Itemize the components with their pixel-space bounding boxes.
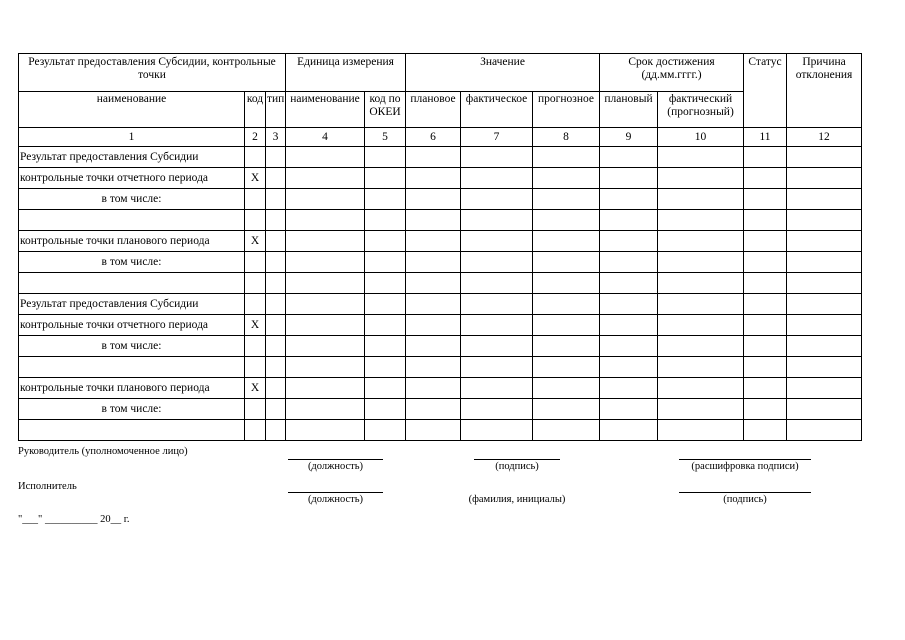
table-cell[interactable] <box>658 357 744 378</box>
table-cell[interactable] <box>266 378 286 399</box>
header-value-group: Значение <box>406 54 600 92</box>
table-cell[interactable] <box>600 420 658 441</box>
table-cell[interactable] <box>365 210 406 231</box>
table-row <box>19 231 862 252</box>
table-cell[interactable] <box>787 168 862 189</box>
table-cell[interactable] <box>787 336 862 357</box>
table-cell[interactable] <box>787 210 862 231</box>
x-mark: X <box>245 231 266 252</box>
x-mark: X <box>245 315 266 336</box>
table-cell[interactable] <box>245 336 266 357</box>
table-cell[interactable] <box>658 420 744 441</box>
head-signature-line[interactable] <box>474 459 560 460</box>
table-cell[interactable] <box>533 315 600 336</box>
header-date-planned: плановый <box>600 92 658 128</box>
header-result-group: Результат предоставления Субсидии, контрольные точки <box>19 54 286 92</box>
table-cell[interactable] <box>787 189 862 210</box>
table-cell[interactable] <box>787 399 862 420</box>
column-number: 3 <box>266 128 286 147</box>
row-label-including: в том числе: <box>19 189 245 210</box>
table-cell[interactable] <box>266 210 286 231</box>
header-forecast: прогнозное <box>533 92 600 128</box>
column-number: 5 <box>365 128 406 147</box>
table-cell[interactable] <box>600 168 658 189</box>
table-cell[interactable] <box>19 357 245 378</box>
row-label-result: Результат предоставления Субсидии <box>19 147 245 168</box>
table-cell[interactable] <box>787 357 862 378</box>
table-cell[interactable] <box>286 273 365 294</box>
table-cell[interactable] <box>406 294 461 315</box>
table-cell[interactable] <box>286 378 365 399</box>
header-row-2 <box>19 92 862 128</box>
table-cell[interactable] <box>266 273 286 294</box>
table-cell[interactable] <box>744 189 787 210</box>
table-cell[interactable] <box>744 231 787 252</box>
table-cell[interactable] <box>406 315 461 336</box>
header-code: код <box>245 92 266 128</box>
table-row <box>19 420 862 441</box>
table-row <box>19 399 862 420</box>
column-number: 10 <box>658 128 744 147</box>
table-cell[interactable] <box>658 189 744 210</box>
table-cell[interactable] <box>744 399 787 420</box>
column-number: 11 <box>744 128 787 147</box>
table-cell[interactable] <box>406 168 461 189</box>
table-row <box>19 147 862 168</box>
table-cell[interactable] <box>744 336 787 357</box>
column-number: 6 <box>406 128 461 147</box>
table-cell[interactable] <box>461 252 533 273</box>
table-cell[interactable] <box>365 399 406 420</box>
header-status: Статус <box>744 54 787 128</box>
table-cell[interactable] <box>266 231 286 252</box>
table-cell[interactable] <box>286 357 365 378</box>
table-cell[interactable] <box>600 399 658 420</box>
table-cell[interactable] <box>533 147 600 168</box>
column-number: 8 <box>533 128 600 147</box>
column-number: 9 <box>600 128 658 147</box>
row-label-including: в том числе: <box>19 399 245 420</box>
table-cell[interactable] <box>744 168 787 189</box>
table-cell[interactable] <box>266 336 286 357</box>
head-label: Руководитель (уполномоченное лицо) <box>18 446 188 457</box>
table-cell[interactable] <box>245 420 266 441</box>
table-row <box>19 168 862 189</box>
table-cell[interactable] <box>744 378 787 399</box>
row-label-plan-points: контрольные точки планового периода <box>19 378 245 399</box>
table-cell[interactable] <box>286 294 365 315</box>
table-cell[interactable] <box>600 231 658 252</box>
table-cell[interactable] <box>787 231 862 252</box>
table-cell[interactable] <box>658 399 744 420</box>
table-row <box>19 357 862 378</box>
head-decode-caption: (расшифровка подписи) <box>691 461 799 472</box>
table-cell[interactable] <box>744 147 787 168</box>
table-cell[interactable] <box>266 294 286 315</box>
table-cell[interactable] <box>406 336 461 357</box>
table-cell[interactable] <box>286 399 365 420</box>
table-cell[interactable] <box>461 168 533 189</box>
row-label-including: в том числе: <box>19 336 245 357</box>
column-number: 7 <box>461 128 533 147</box>
table-cell[interactable] <box>658 147 744 168</box>
table-cell[interactable] <box>787 147 862 168</box>
table-cell[interactable] <box>461 420 533 441</box>
table-cell[interactable] <box>658 378 744 399</box>
table-cell[interactable] <box>533 273 600 294</box>
header-unit-name: наименование <box>286 92 365 128</box>
table-cell[interactable] <box>365 273 406 294</box>
table-cell[interactable] <box>406 231 461 252</box>
table-cell[interactable] <box>406 210 461 231</box>
table-cell[interactable] <box>533 189 600 210</box>
table-cell[interactable] <box>533 252 600 273</box>
table-cell[interactable] <box>19 420 245 441</box>
table-cell[interactable] <box>266 168 286 189</box>
table-cell[interactable] <box>266 420 286 441</box>
head-decode-line[interactable] <box>679 459 811 460</box>
table-cell[interactable] <box>461 336 533 357</box>
head-position-line[interactable] <box>288 459 383 460</box>
table-cell[interactable] <box>406 273 461 294</box>
column-number: 1 <box>19 128 245 147</box>
executor-signature-line[interactable] <box>679 492 811 493</box>
header-type: тип <box>266 92 286 128</box>
table-cell[interactable] <box>787 273 862 294</box>
table-cell[interactable] <box>744 315 787 336</box>
table-cell[interactable] <box>266 147 286 168</box>
table-cell[interactable] <box>365 336 406 357</box>
table-cell[interactable] <box>744 273 787 294</box>
table-cell[interactable] <box>461 210 533 231</box>
table-cell[interactable] <box>365 420 406 441</box>
table-cell[interactable] <box>600 315 658 336</box>
table-cell[interactable] <box>365 357 406 378</box>
table-cell[interactable] <box>461 189 533 210</box>
table-cell[interactable] <box>266 189 286 210</box>
table-cell[interactable] <box>461 378 533 399</box>
date-line[interactable]: "___" __________ 20__ г. <box>18 514 130 525</box>
table-cell[interactable] <box>533 378 600 399</box>
table-cell[interactable] <box>744 210 787 231</box>
table-cell[interactable] <box>365 294 406 315</box>
table-cell[interactable] <box>245 252 266 273</box>
table-cell[interactable] <box>787 252 862 273</box>
table-cell[interactable] <box>406 147 461 168</box>
table-cell[interactable] <box>286 420 365 441</box>
table-cell[interactable] <box>286 336 365 357</box>
table-cell[interactable] <box>744 252 787 273</box>
table-row <box>19 189 862 210</box>
header-reason: Причина отклонения <box>787 54 862 128</box>
table-cell[interactable] <box>533 420 600 441</box>
table-cell[interactable] <box>600 357 658 378</box>
table-cell[interactable] <box>365 315 406 336</box>
table-cell[interactable] <box>406 378 461 399</box>
table-cell[interactable] <box>533 399 600 420</box>
header-date-actual: фактический (прогнозный) <box>658 92 744 128</box>
table-cell[interactable] <box>245 210 266 231</box>
table-cell[interactable] <box>245 273 266 294</box>
table-cell[interactable] <box>365 231 406 252</box>
table-cell[interactable] <box>286 168 365 189</box>
table-cell[interactable] <box>658 231 744 252</box>
table-cell[interactable] <box>461 147 533 168</box>
table-cell[interactable] <box>600 294 658 315</box>
table-cell[interactable] <box>787 315 862 336</box>
table-cell[interactable] <box>365 252 406 273</box>
x-mark: X <box>245 378 266 399</box>
table-cell[interactable] <box>744 420 787 441</box>
table-cell[interactable] <box>266 252 286 273</box>
table-cell[interactable] <box>266 357 286 378</box>
table-cell[interactable] <box>787 294 862 315</box>
x-mark: X <box>245 168 266 189</box>
table-cell[interactable] <box>658 210 744 231</box>
table-cell[interactable] <box>533 357 600 378</box>
table-cell[interactable] <box>658 168 744 189</box>
table-cell[interactable] <box>19 210 245 231</box>
table-row <box>19 378 862 399</box>
table-cell[interactable] <box>245 357 266 378</box>
table-cell[interactable] <box>658 336 744 357</box>
table-cell[interactable] <box>461 294 533 315</box>
head-position-caption: (должность) <box>307 461 364 472</box>
table-cell[interactable] <box>533 168 600 189</box>
table-cell[interactable] <box>461 357 533 378</box>
table-cell[interactable] <box>406 357 461 378</box>
table-cell[interactable] <box>744 357 787 378</box>
column-number: 2 <box>245 128 266 147</box>
executor-position-caption: (должность) <box>307 494 364 505</box>
table-row <box>19 252 862 273</box>
report-form <box>18 53 862 441</box>
table-cell[interactable] <box>266 399 286 420</box>
header-planned: плановое <box>406 92 461 128</box>
table-cell[interactable] <box>266 315 286 336</box>
row-label-result: Результат предоставления Субсидии <box>19 294 245 315</box>
column-number: 4 <box>286 128 365 147</box>
header-unit-group: Единица измерения <box>286 54 406 92</box>
table-cell[interactable] <box>533 336 600 357</box>
table-cell[interactable] <box>245 294 266 315</box>
executor-signature-caption: (подпись) <box>723 494 767 505</box>
table-cell[interactable] <box>461 231 533 252</box>
executor-label: Исполнитель <box>18 481 77 492</box>
table-cell[interactable] <box>406 189 461 210</box>
header-name: наименование <box>19 92 245 128</box>
table-cell[interactable] <box>406 399 461 420</box>
table-cell[interactable] <box>406 420 461 441</box>
table-cell[interactable] <box>600 147 658 168</box>
head-signature-caption: (подпись) <box>495 461 539 472</box>
table-cell[interactable] <box>787 420 862 441</box>
table-cell[interactable] <box>658 294 744 315</box>
table-cell[interactable] <box>461 273 533 294</box>
table-row <box>19 315 862 336</box>
table-cell[interactable] <box>286 231 365 252</box>
column-number: 12 <box>787 128 862 147</box>
table-row <box>19 336 862 357</box>
table-cell[interactable] <box>600 378 658 399</box>
table-cell[interactable] <box>533 210 600 231</box>
table-cell[interactable] <box>658 315 744 336</box>
results-table <box>18 53 862 441</box>
table-cell[interactable] <box>658 273 744 294</box>
table-cell[interactable] <box>461 315 533 336</box>
table-cell[interactable] <box>600 189 658 210</box>
table-cell[interactable] <box>245 189 266 210</box>
table-row <box>19 210 862 231</box>
table-cell[interactable] <box>245 147 266 168</box>
row-label-including: в том числе: <box>19 252 245 273</box>
table-cell[interactable] <box>365 147 406 168</box>
column-numbers-row <box>19 128 862 147</box>
table-cell[interactable] <box>744 294 787 315</box>
table-row <box>19 273 862 294</box>
table-cell[interactable] <box>286 210 365 231</box>
table-cell[interactable] <box>787 378 862 399</box>
table-cell[interactable] <box>365 168 406 189</box>
header-deadline-group: Срок достижения (дд.мм.гггг.) <box>600 54 744 92</box>
table-cell[interactable] <box>286 252 365 273</box>
table-cell[interactable] <box>19 273 245 294</box>
row-label-report-points: контрольные точки отчетного периода <box>19 168 245 189</box>
table-cell[interactable] <box>245 399 266 420</box>
table-cell[interactable] <box>286 147 365 168</box>
table-cell[interactable] <box>286 189 365 210</box>
table-cell[interactable] <box>658 252 744 273</box>
row-label-report-points: контрольные точки отчетного периода <box>19 315 245 336</box>
table-cell[interactable] <box>406 252 461 273</box>
table-cell[interactable] <box>533 231 600 252</box>
table-cell[interactable] <box>600 336 658 357</box>
table-cell[interactable] <box>461 399 533 420</box>
table-row <box>19 294 862 315</box>
executor-position-line[interactable] <box>288 492 383 493</box>
header-actual: фактическое <box>461 92 533 128</box>
table-cell[interactable] <box>286 315 365 336</box>
table-cell[interactable] <box>600 210 658 231</box>
table-cell[interactable] <box>533 294 600 315</box>
table-cell[interactable] <box>600 273 658 294</box>
executor-fio-caption: (фамилия, инициалы) <box>468 494 566 505</box>
table-cell[interactable] <box>365 378 406 399</box>
table-cell[interactable] <box>600 252 658 273</box>
header-okei: код по ОКЕИ <box>365 92 406 128</box>
header-row-1 <box>19 54 862 92</box>
row-label-plan-points: контрольные точки планового периода <box>19 231 245 252</box>
table-cell[interactable] <box>365 189 406 210</box>
